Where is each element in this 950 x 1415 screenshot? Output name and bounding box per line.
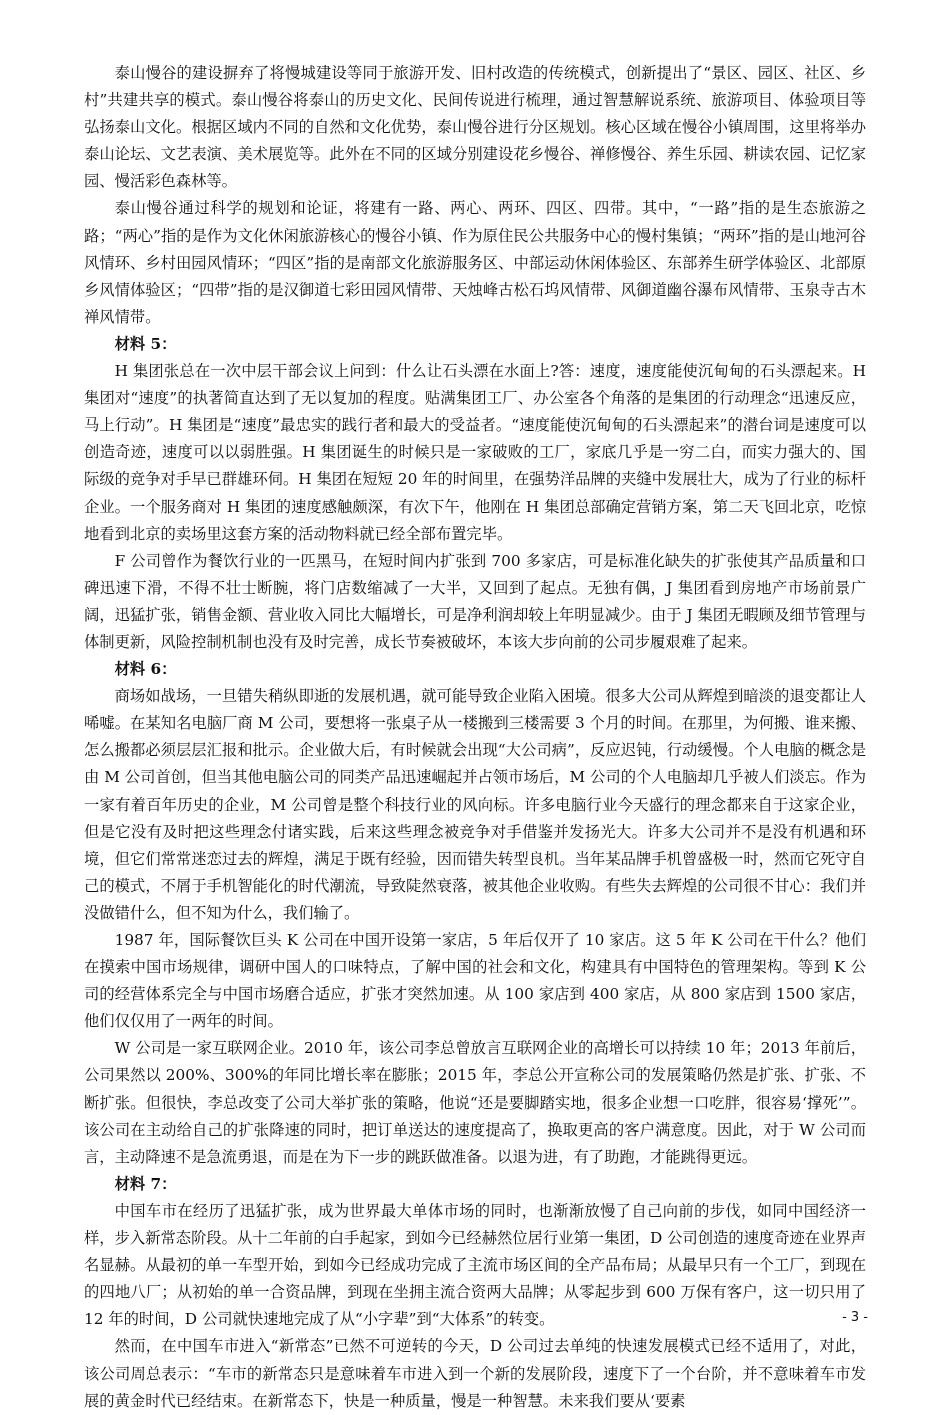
paragraph-d-company: 中国车市在经历了迅猛扩张，成为世界最大单体市场的同时，也渐渐放慢了自己向前的步伐，如同中国经济一样，步入新常态阶段。从十二年前的白手起家，到如今已经赫然位居行业第一集团，D 公司创造的速度奇迹在业界声名显赫。从最初的单一车型开始，到如今已经成功完成了主流市场区间的全产品布局；从最早只有一个工厂，到现在的四地八厂；从初始的单一合资品牌，到现在坐拥主流合资两大品牌；从零起步到 600 万保有客户，这一切只用了 12 年的时间，D 公司就快速地完成了从“小字辈”到“大体系”的转变。 [84, 1201, 866, 1329]
page-number: - 3 - [842, 1310, 868, 1325]
paragraph-f-company: F 公司曾作为餐饮行业的一匹黑马，在短时间内扩张到 700 多家店，可是标准化缺失的扩张使其产品质量和口碑迅速下滑，不得不壮士断腕，将门店数缩减了一大半，又回到了起点。无独有偶，J 集团看到房地产市场前景广阔，迅猛扩张，销售金额、营业收入同比大幅增长，可是净利润却较上年明显减少。由于 J 集团无暇顾及细节管理与体制更新，风险控制机制也没有及时完善，成长节奏被破坏，本该大步向前的公司步履艰难了起来。 [84, 551, 866, 651]
paragraph-d-company-new-normal: 然而，在中国车市进入“新常态”已然不可逆转的今天，D 公司过去单纯的快速发展模式已经不适用了，对此，该公司周总表示：“车市的新常态只是意味着车市进入到一个新的发展阶段，速度下了一个台阶，并不意味着车市发展的黄金时代已经结束。在新常态下，快是一种质量，慢是一种智慧。未来我们要从‘要素 [84, 1337, 866, 1410]
heading-material-7: 材料 7： [114, 1174, 177, 1193]
paragraph-k-company: 1987 年，国际餐饮巨头 K 公司在中国开设第一家店，5 年后仅开了 10 家店。这 5 年 K 公司在干什么？他们在摸索中国市场规律，调研中国人的口味特点，了解中国的社会和文化，构建具有中国特色的管理架构。等到 K 公司的经营体系完全与中国市场磨合适应，扩张才突然加速。从 100 家店到 400 家店，从 800 家店到 1500 家店，他们仅仅用了一两年的时间。 [84, 931, 866, 1031]
paragraph-m-company: 商场如战场，一旦错失稍纵即逝的发展机遇，就可能导致企业陷入困境。很多大公司从辉煌到暗淡的退变都让人唏嘘。在某知名电脑厂商 M 公司，要想将一张桌子从一楼搬到三楼需要 3 个月的时间。在那里，为何搬、谁来搬、怎么搬都必须层层汇报和批示。企业做大后，有时候就会出现“大公司病”，反应迟钝，行动缓慢。个人电脑的概念是由 M 公司首创，但当其他电脑公司的同类产品迅速崛起并占领市场后，M 公司的个人电脑却几乎被人们淡忘。作为一家有着百年历史的企业，M 公司曾是整个科技行业的风向标。许多电脑行业今天盛行的理念都来自于这家企业，但是它没有及时把这些理念付诸实践，后来这些理念被竞争对手借鉴并发扬光大。许多大公司并不是没有机遇和环境，但它们常常迷恋过去的辉煌，满足于既有经验，因而错失转型良机。当年某品牌手机曾盛极一时，然而它死守自己的模式，不屑于手机智能化的时代潮流，导致陡然衰落，被其他企业收购。有些失去辉煌的公司很不甘心：我们并没做错什么，但不知为什么，我们输了。 [84, 687, 866, 922]
paragraph-w-company: W 公司是一家互联网企业。2010 年，该公司李总曾放言互联网企业的高增长可以持续 10 年；2013 年前后，公司果然以 200%、300%的年同比增长率在膨胀；2015 年，李总公开宣称公司的发展策略仍然是扩张、扩张、不断扩张。但很快，李总改变了公司大举扩张的策略，他说“还是要脚踏实地，很多企业想一口吃胖，很容易‘撑死’”。该公司在主动给自己的扩张降速的同时，把订单送达的速度提高了，换取更高的客户满意度。因此，对于 W 公司而言，主动降速不是急流勇退，而是在为下一步的跳跃做准备。以退为进，有了助跑，才能跳得更远。 [84, 1039, 866, 1166]
paragraph-taishan-model: 泰山慢谷的建设摒弃了将慢城建设等同于旅游开发、旧村改造的传统模式，创新提出了“景区、园区、社区、乡村”共建共享的模式。泰山慢谷将泰山的历史文化、民间传说进行梳理，通过智慧解说系统、旅游项目、体验项目等弘扬泰山文化。根据区域内不同的自然和文化优势，泰山慢谷进行分区规划。核心区域在慢谷小镇周围，这里将举办泰山论坛、文艺表演、美术展览等。此外在不同的区域分别建设花乡慢谷、禅修慢谷、养生乐园、耕读农园、记忆家园、慢活彩色森林等。 [84, 64, 866, 191]
heading-material-5: 材料 5： [114, 334, 177, 353]
paragraph-h-group: H 集团张总在一次中层干部会议上问到：什么让石头漂在水面上?答：速度，速度能使沉甸甸的石头漂起来。H 集团对“速度”的执著简直达到了无以复加的程度。贴满集团工厂、办公室各个角落的是集团的行动理念“迅速反应，马上行动”。H 集团是“速度”最忠实的践行者和最大的受益者。“速度能使沉甸甸的石头漂起来”的潜台词是速度可以创造奇迹，速度可以以弱胜强。H 集团诞生的时候只是一家破败的工厂，家底几乎是一穷二白，而实力强大的、国际级的竞争对手早已群雄环伺。H 集团在短短 20 年的时间里，在强势洋品牌的夹缝中发展壮大，成为了行业的标杆企业。一个服务商对 H 集团的速度感触颇深，有次下午，他刚在 H 集团总部确定营销方案，第二天飞回北京，吃惊地看到北京的卖场里这套方案的活动物料就已经全部布置完毕。 [84, 362, 866, 543]
heading-material-6: 材料 6： [114, 660, 177, 679]
document-body [84, 60, 866, 1415]
paragraph-taishan-planning: 泰山慢谷通过科学的规划和论证，将建有一路、两心、两环、四区、四带。其中，“一路”指的是生态旅游之路；“两心”指的是作为文化休闲旅游核心的慢谷小镇、作为原住民公共服务中心的慢村集镇；“两环”指的是山地河谷风情环、乡村田园风情环；“四区”指的是南部文化旅游服务区、中部运动休闲体验区、东部养生研学体验区、北部原乡风情体验区；“四带”指的是汉御道七彩田园风情带、天烛峰古松石坞风情带、风御道幽谷瀑布风情带、玉泉寺古木禅风情带。 [84, 199, 866, 326]
